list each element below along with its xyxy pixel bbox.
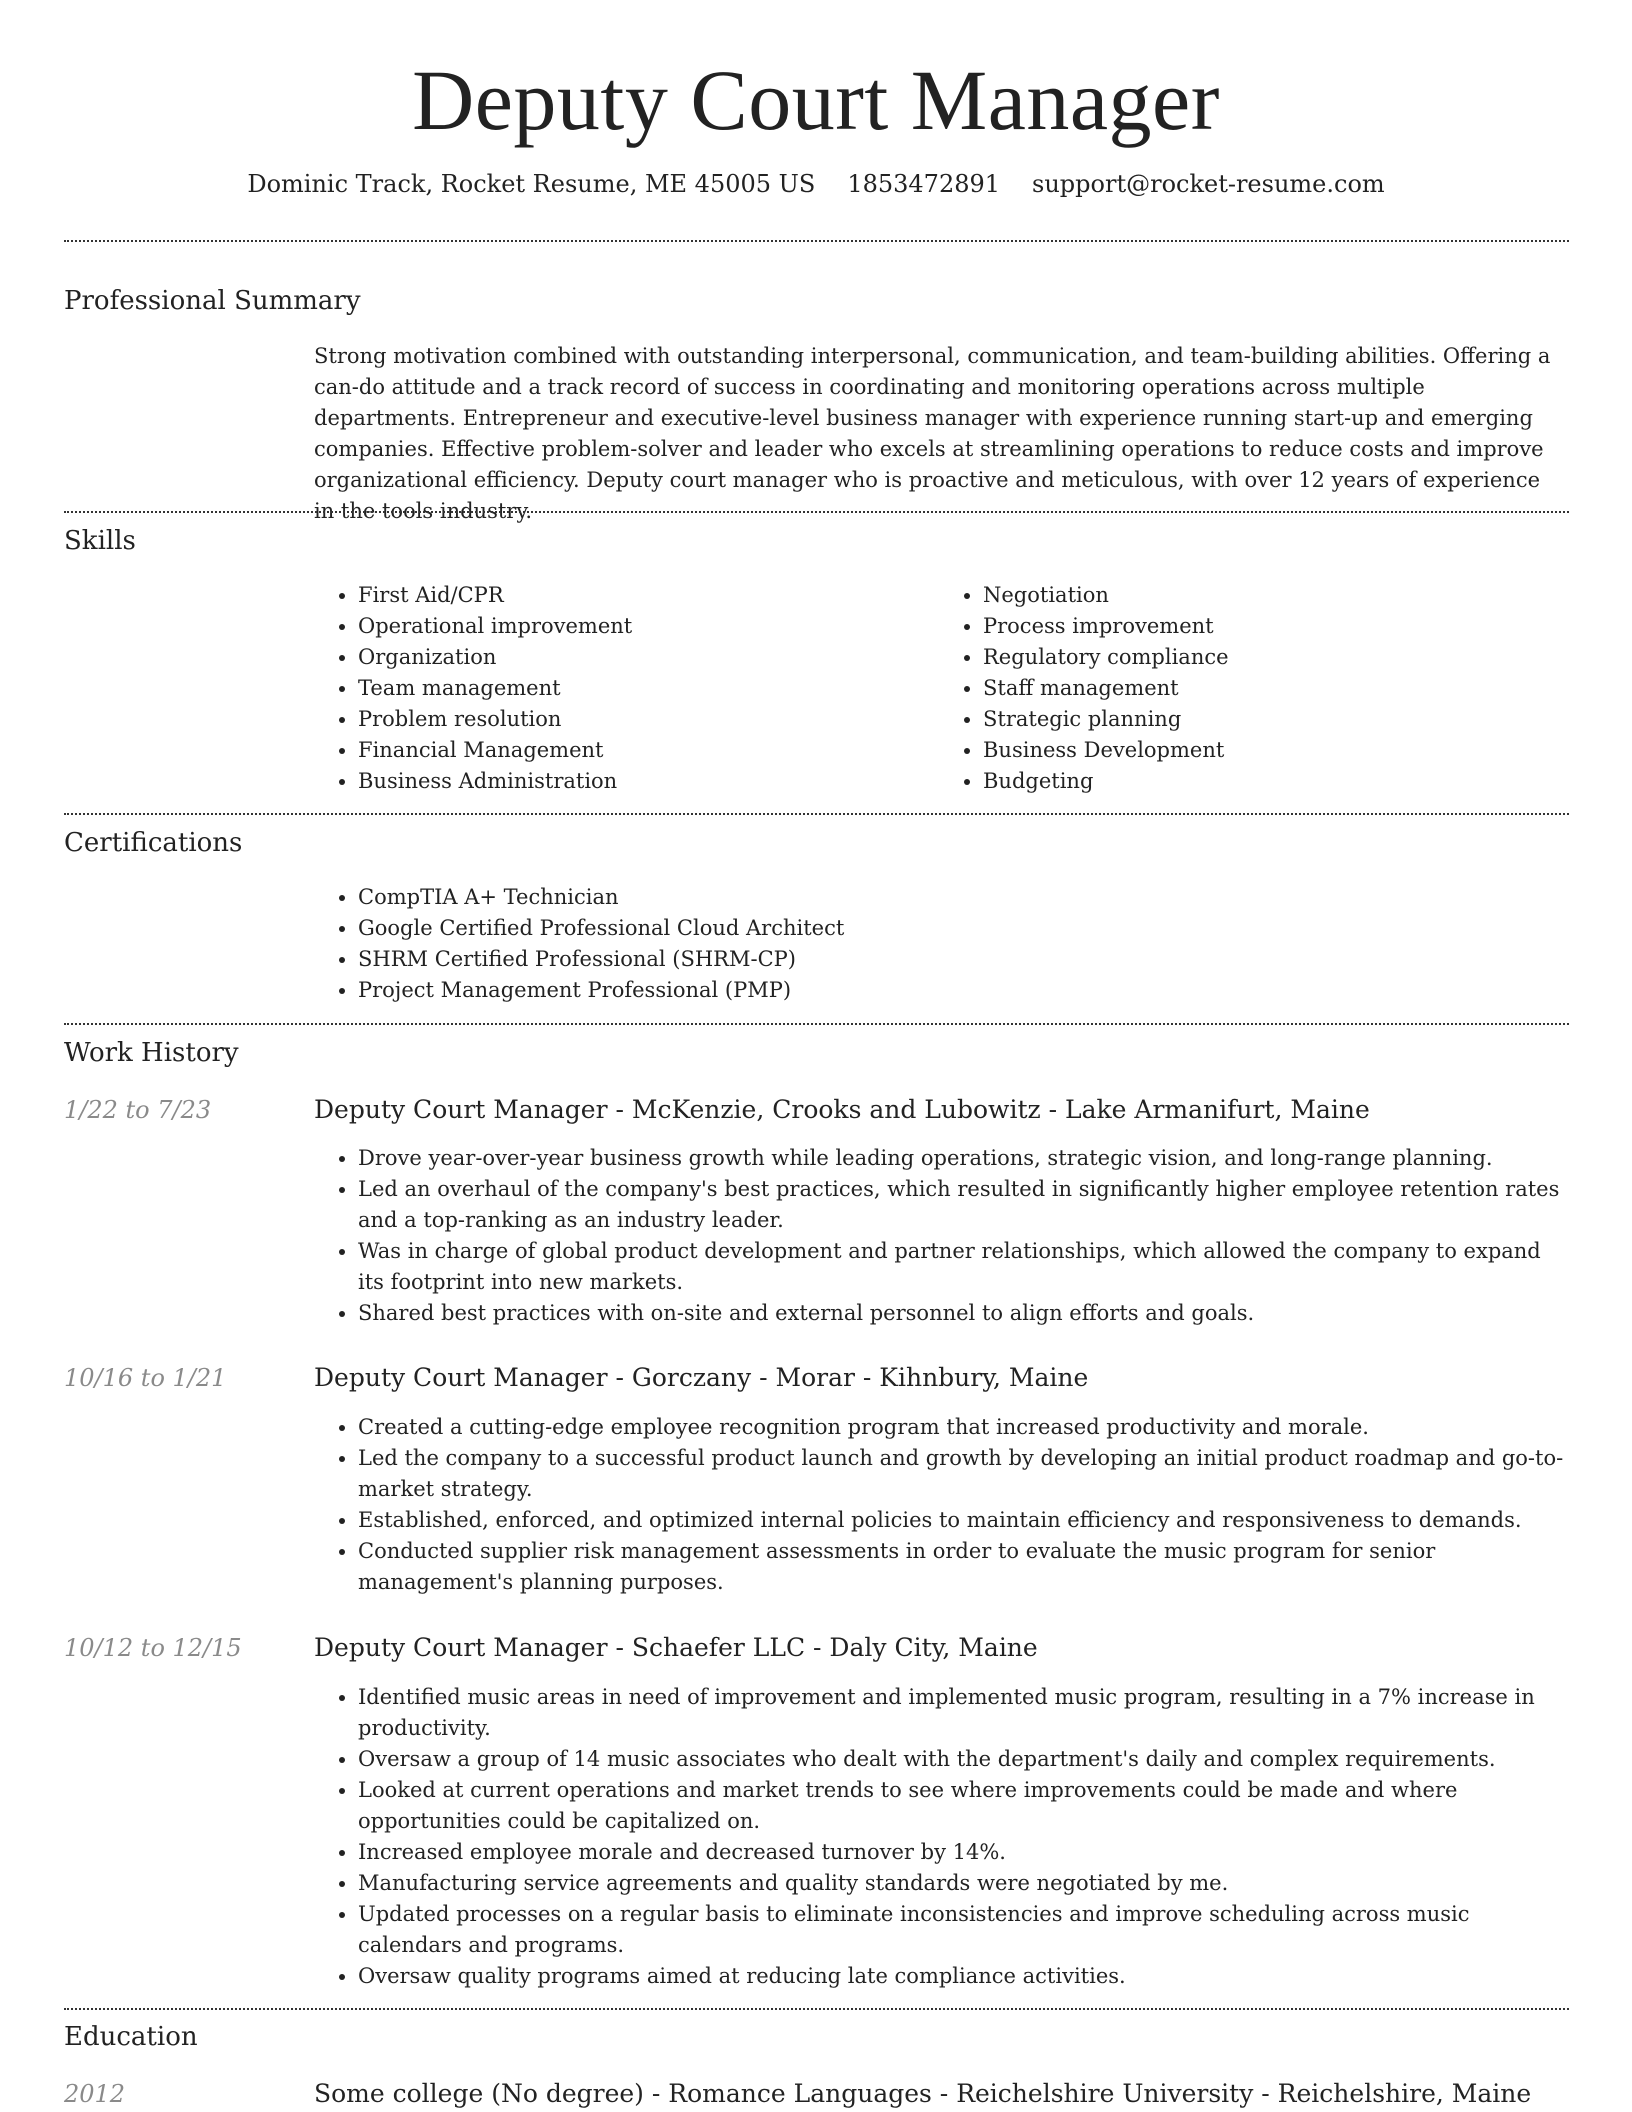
job-date: 10/16 to 1/21 (64, 1364, 227, 1392)
job-bullet: • Shared best practices with on-site and external personnel to align efforts and goals. (358, 1298, 1564, 1329)
job-title: Deputy Court Manager - McKenzie, Crooks and Lubowitz - Lake Armanifurt, Maine (314, 1095, 1370, 1124)
section-divider (64, 240, 1569, 242)
skills-list (314, 580, 1564, 797)
skill-item: • Regulatory compliance (983, 642, 1564, 673)
job-bullet: • Manufacturing service agreements and quality standards were negotiated by me. (358, 1868, 1564, 1899)
work-history-heading: Work History (64, 1038, 239, 1068)
job-details (314, 1143, 1564, 1329)
job-bullet: • Conducted supplier risk management assessments in order to evaluate the music program for senior management's planning purposes. (358, 1536, 1564, 1598)
job-bullet: • Led the company to a successful product launch and growth by developing an initial product roadmap and go-to-market strategy. (358, 1443, 1564, 1505)
contact-address: Dominic Track, Rocket Resume, ME 45005 US (247, 170, 816, 198)
contact-email: support@rocket-resume.com (1032, 170, 1385, 198)
skill-item: • Strategic planning (983, 704, 1564, 735)
section-divider (64, 511, 1569, 513)
skill-item: • Team management (358, 673, 939, 704)
skills-column-right (939, 580, 1564, 797)
summary-heading: Professional Summary (64, 286, 361, 316)
certification-item: • SHRM Certified Professional (SHRM-CP) (358, 944, 1564, 975)
contact-line (0, 168, 1632, 200)
certifications-heading: Certifications (64, 828, 243, 858)
candidate-name: Deputy Court Manager (412, 52, 1220, 148)
skill-item: • Operational improvement (358, 611, 939, 642)
job-date: 1/22 to 7/23 (64, 1096, 212, 1124)
section-divider (64, 2008, 1569, 2010)
job-bullet: • Increased employee morale and decreased turnover by 14%. (358, 1837, 1564, 1868)
job-title: Deputy Court Manager - Schaefer LLC - Daly City, Maine (314, 1633, 1038, 1662)
certification-item: • CompTIA A+ Technician (358, 882, 1564, 913)
section-divider (64, 1023, 1569, 1025)
skills-column-left (314, 580, 939, 797)
job-bullet: • Looked at current operations and market trends to see where improvements could be made and where opportunities could be capitalized on. (358, 1775, 1564, 1837)
skill-item: • Business Development (983, 735, 1564, 766)
job-title: Deputy Court Manager - Gorczany - Morar - Kihnbury, Maine (314, 1363, 1089, 1392)
skills-heading: Skills (64, 526, 136, 556)
certifications-section (314, 882, 1564, 1006)
job-details (314, 1412, 1564, 1598)
summary-text: Strong motivation combined with outstanding interpersonal, communication, and team-building abilities. Offering a can-do attitude and a track record of success in coordinating and monitoring operations across multiple departments. Entrepreneur and executive-level business manager with experience running start-up and emerging companies. Effective problem-solver and leader who excels at streamlining operations to reduce costs and improve organizational efficiency. Deputy court manager who is proactive and meticulous, with over 12 years of experience in the tools industry. (314, 344, 1551, 523)
job-date: 10/12 to 12/15 (64, 1634, 242, 1662)
skill-item: • Problem resolution (358, 704, 939, 735)
skill-item: • Negotiation (983, 580, 1564, 611)
certification-item: • Project Management Professional (PMP) (358, 975, 1564, 1006)
job-bullet: • Drove year-over-year business growth while leading operations, strategic vision, and long-range planning. (358, 1143, 1564, 1174)
job-bullet: • Led an overhaul of the company's best practices, which resulted in significantly higher employee retention rates and a top-ranking as an industry leader. (358, 1174, 1564, 1236)
job-bullet: • Oversaw a group of 14 music associates who dealt with the department's daily and complex requirements. (358, 1744, 1564, 1775)
job-details (314, 1682, 1564, 1992)
certification-item: • Google Certified Professional Cloud Architect (358, 913, 1564, 944)
contact-phone: 1853472891 (847, 170, 1001, 198)
certifications-list (314, 882, 1564, 1006)
summary-section (314, 341, 1564, 527)
job-bullets (314, 1143, 1564, 1329)
education-heading: Education (64, 2022, 198, 2052)
skill-item: • Staff management (983, 673, 1564, 704)
job-bullet: • Was in charge of global product development and partner relationships, which allowed the company to expand its footprint into new markets. (358, 1236, 1564, 1298)
skill-item: • Organization (358, 642, 939, 673)
skill-item: • Process improvement (983, 611, 1564, 642)
skill-item: • Financial Management (358, 735, 939, 766)
resume-header (0, 0, 1632, 200)
job-bullet: • Identified music areas in need of improvement and implemented music program, resulting in a 7% increase in productivity. (358, 1682, 1564, 1744)
skill-item: • Budgeting (983, 766, 1564, 797)
skill-item: • Business Administration (358, 766, 939, 797)
job-bullet: • Updated processes on a regular basis to eliminate inconsistencies and improve scheduling across music calendars and programs. (358, 1899, 1564, 1961)
skill-item: • First Aid/CPR (358, 580, 939, 611)
education-date: 2012 (64, 2080, 126, 2108)
job-bullet: • Established, enforced, and optimized internal policies to maintain efficiency and responsiveness to demands. (358, 1505, 1564, 1536)
job-bullet: • Created a cutting-edge employee recognition program that increased productivity and morale. (358, 1412, 1564, 1443)
job-bullets (314, 1682, 1564, 1992)
job-bullet: • Oversaw quality programs aimed at reducing late compliance activities. (358, 1961, 1564, 1992)
education-entry: Some college (No degree) - Romance Languages - Reichelshire University - Reichelshire, Maine (314, 2079, 1532, 2108)
job-bullets (314, 1412, 1564, 1598)
section-divider (64, 813, 1569, 815)
